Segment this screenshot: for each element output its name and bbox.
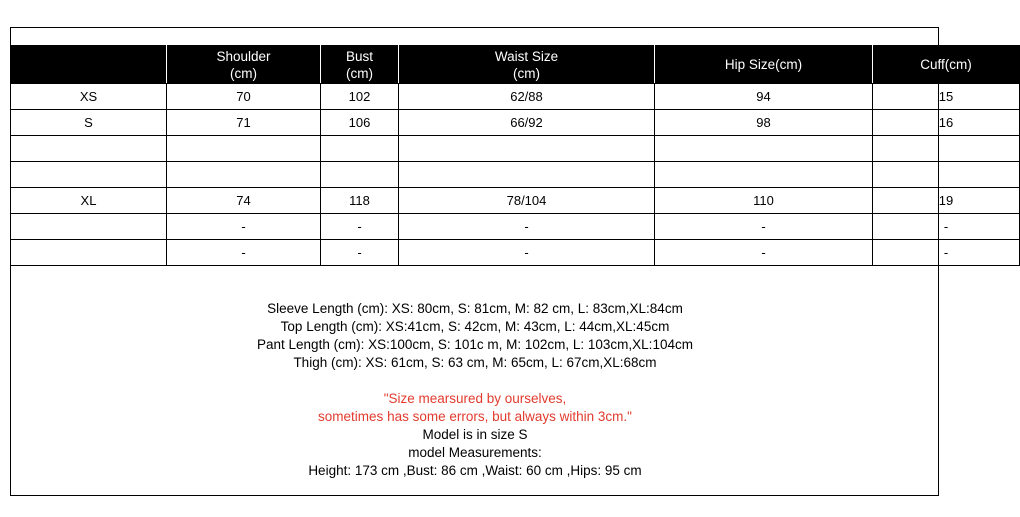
table-row [11,188,1020,214]
header-waist [399,46,655,84]
table-row [11,214,1020,240]
table-cell: XL [11,188,167,214]
table-cell [167,162,321,188]
table-row [11,136,1020,162]
header-shoulder [167,46,321,84]
top-length-note: Top Length (cm): XS:41cm, S: 42cm, M: 43cm, L: 44cm,XL:45cm [280,319,670,334]
table-cell: - [321,240,399,266]
header-cuff [873,46,1020,84]
header-hip [655,46,873,84]
table-cell: 66/92 [399,110,655,136]
table-cell: 110 [655,188,873,214]
model-measurements-values: Height: 173 cm ,Bust: 86 cm ,Waist: 60 cm ,Hips: 95 cm [308,463,642,478]
size-table [10,45,1020,266]
table-cell: - [321,214,399,240]
table-cell [321,162,399,188]
table-cell [11,136,167,162]
table-cell: 71 [167,110,321,136]
table-cell [873,136,1020,162]
table-cell: - [167,240,321,266]
sleeve-length-note: Sleeve Length (cm): XS: 80cm, S: 81cm, M: 82 cm, L: 83cm,XL:84cm [267,301,683,316]
header-shoulder-label: Shoulder (cm) [216,48,271,81]
model-size-note: Model is in size S [422,427,528,442]
table-cell: - [399,240,655,266]
table-cell [321,136,399,162]
table-cell [399,162,655,188]
measurement-notes [10,300,940,372]
table-row [11,84,1020,110]
table-cell [11,240,167,266]
table-cell [399,136,655,162]
table-header-row [11,46,1020,84]
table-row [11,162,1020,188]
table-cell: 94 [655,84,873,110]
table-cell [655,162,873,188]
model-notes [10,390,940,480]
disclaimer-line-1: "Size mearsured by ourselves, [383,391,567,406]
table-row [11,110,1020,136]
table-cell: - [655,214,873,240]
table-cell [167,136,321,162]
table-cell: 106 [321,110,399,136]
header-cuff-label: Cuff(cm) [920,57,972,72]
table-cell: 74 [167,188,321,214]
table-cell: XS [11,84,167,110]
table-cell: 19 [873,188,1020,214]
header-bust [321,46,399,84]
table-cell [11,214,167,240]
table-cell: - [655,240,873,266]
table-cell: - [873,214,1020,240]
table-cell: 102 [321,84,399,110]
thigh-note: Thigh (cm): XS: 61cm, S: 63 cm, M: 65cm, L: 67cm,XL:68cm [293,355,657,370]
table-cell: 118 [321,188,399,214]
table-cell: 70 [167,84,321,110]
table-cell: 15 [873,84,1020,110]
table-cell: 62/88 [399,84,655,110]
table-row [11,240,1020,266]
table-cell: - [167,214,321,240]
table-cell [873,162,1020,188]
header-size [11,46,167,84]
table-cell: - [873,240,1020,266]
header-waist-label: Waist Size (cm) [494,48,559,81]
table-cell [11,162,167,188]
table-cell: 98 [655,110,873,136]
disclaimer-line-2: sometimes has some errors, but always within 3cm." [318,409,632,424]
table-cell: - [399,214,655,240]
table-cell [655,136,873,162]
pant-length-note: Pant Length (cm): XS:100cm, S: 101c m, M: 102cm, L: 103cm,XL:104cm [257,337,693,352]
header-bust-label: Bust (cm) [345,48,373,81]
header-hip-label: Hip Size(cm) [724,57,803,72]
table-cell: 78/104 [399,188,655,214]
table-cell: S [11,110,167,136]
table-cell: 16 [873,110,1020,136]
model-measurements-title: model Measurements: [408,445,542,460]
